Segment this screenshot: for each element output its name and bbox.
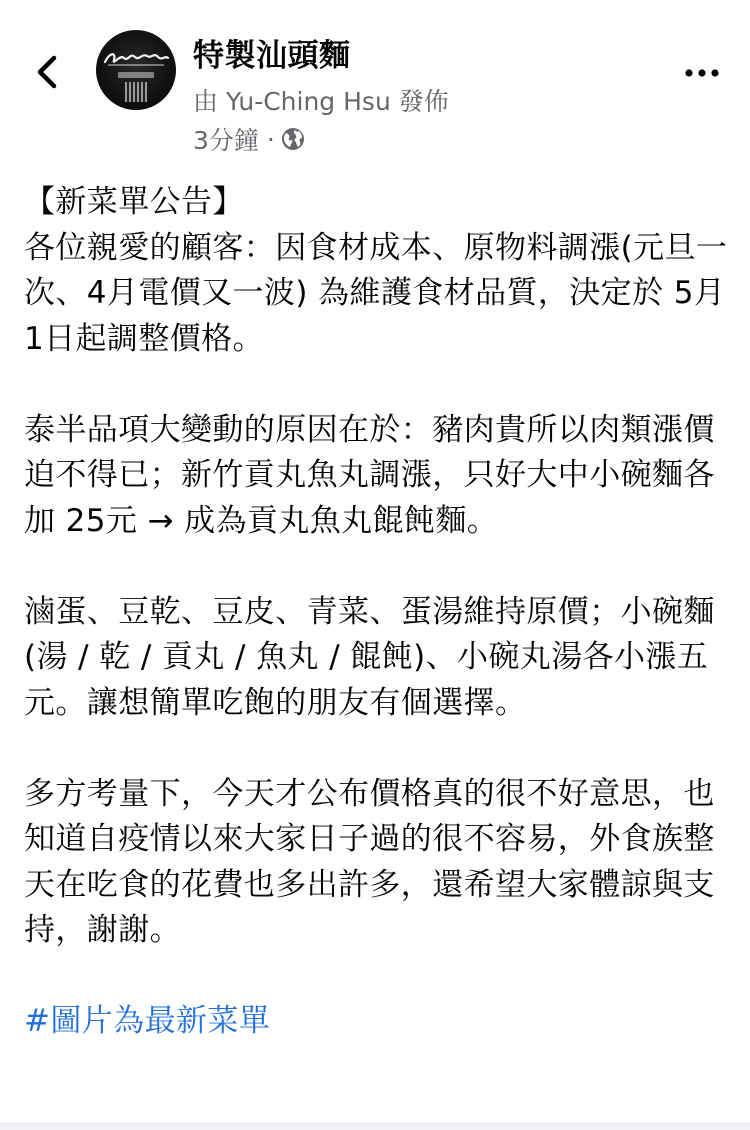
more-horizontal-icon (684, 62, 720, 84)
post-paragraph-3: 滷蛋、豆乾、豆皮、青菜、蛋湯維持原價；小碗麵 (湯 / 乾 / 貢丸 / 魚丸 / 餛飩)、小碗丸湯各小漲五元。讓想簡單吃飽的朋友有個選擇。 (24, 593, 726, 721)
post-title: 【新菜單公告】 (24, 184, 244, 220)
post-paragraph-2: 泰半品項大變動的原因在於：豬肉貴所以肉類漲價迫不得已；新竹貢丸魚丸調漲，只好大中小碗麵各加 25元 → 成為貢丸魚丸餛飩麵。 (24, 411, 715, 539)
post-paragraph-4: 多方考量下，今天才公布價格真的很不好意思，也知道自疫情以來大家日子過的很不容易，外食族整天在吃食的花費也多出許多，還希望大家體諒與支持，謝謝。 (24, 775, 715, 948)
page-avatar[interactable] (96, 30, 176, 110)
logo-subtitle (118, 72, 154, 78)
page-name[interactable]: 特製汕頭麵 (193, 38, 351, 74)
meta-separator: · (266, 124, 275, 154)
post-content (24, 180, 734, 1090)
back-button[interactable] (28, 50, 68, 94)
qr-code-image (125, 82, 147, 102)
chevron-left-icon (28, 50, 68, 94)
post-header (0, 0, 750, 160)
post-time[interactable]: 3分鐘 (193, 126, 259, 155)
posted-by-text: 由 Yu-Ching Hsu 發佈 (193, 87, 449, 116)
post-paragraph-1: 各位親愛的顧客：因食材成本、原物料調漲(元旦一次、4月電價又一波) 為維護食材品質，決定於 5月1日起調整價格。 (24, 229, 728, 357)
post-meta (193, 121, 305, 157)
hashtag-link[interactable]: #圖片為最新菜單 (24, 1003, 271, 1039)
globe-icon[interactable] (281, 127, 305, 151)
more-options-button[interactable] (684, 62, 720, 84)
logo-script (102, 48, 170, 70)
